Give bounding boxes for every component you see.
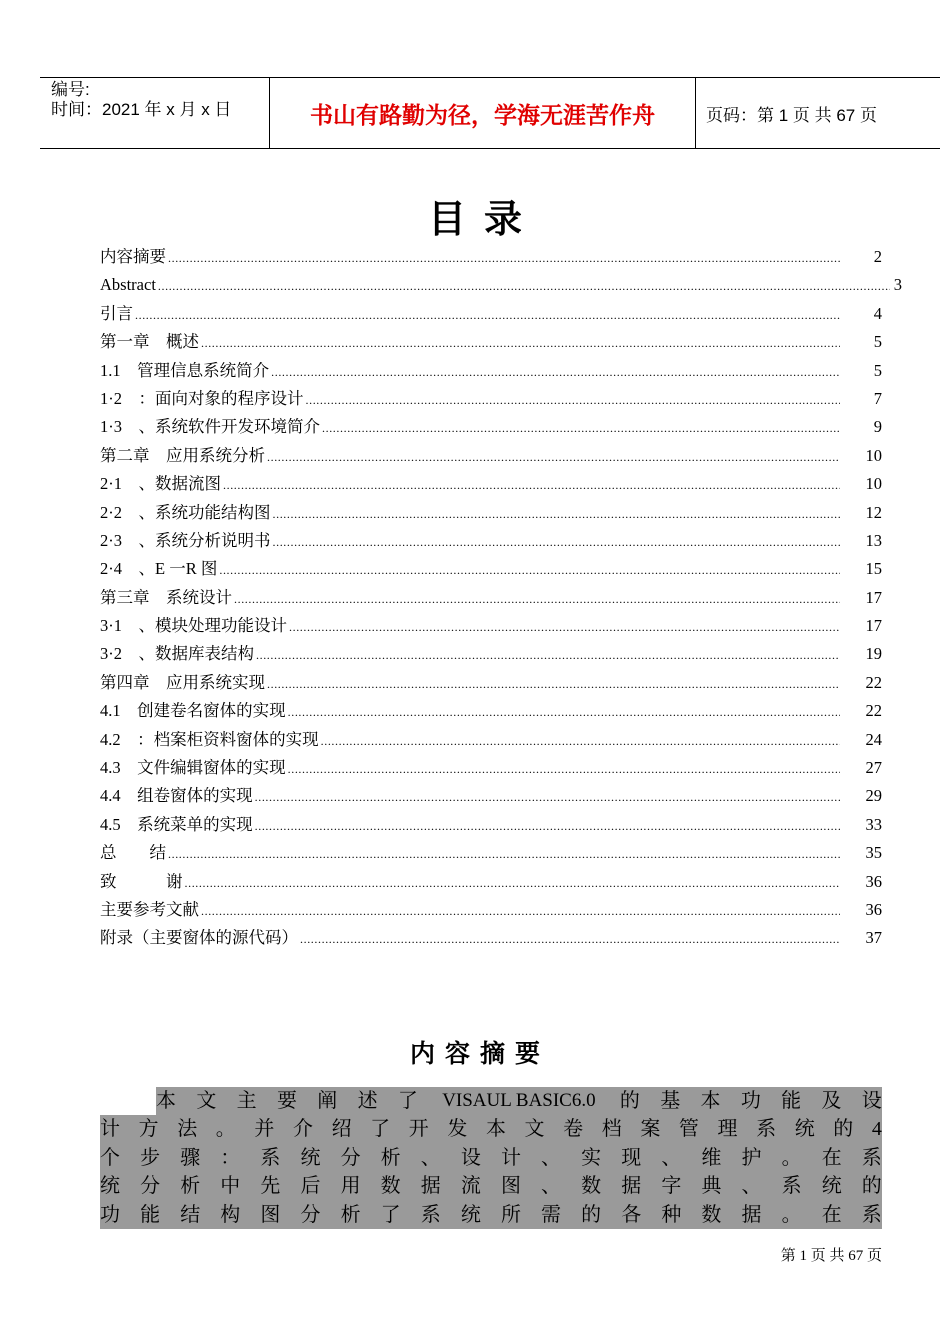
toc-entry-text: 4.4 组卷窗体的实现 — [100, 786, 253, 806]
toc-entry — [100, 385, 890, 413]
toc-entry-page: 9 — [873, 417, 882, 437]
toc-leader-dots — [234, 584, 840, 613]
toc-entry — [100, 300, 890, 328]
toc-entry — [100, 555, 890, 583]
toc-entry — [100, 584, 890, 612]
toc-entry-text: 3·1 、模块处理功能设计 — [100, 616, 287, 636]
toc-leader-dots — [300, 924, 840, 953]
toc-leader-dots — [158, 271, 890, 300]
toc-entry — [100, 726, 890, 754]
toc-entry — [100, 271, 902, 299]
toc-entry-text: 1·3 、系统软件开发环境简介 — [100, 417, 320, 437]
time-label: 时间：2021 年 x 月 x 日 — [51, 100, 232, 119]
toc-entry-page: 15 — [865, 559, 882, 579]
toc-entry-page: 37 — [865, 928, 882, 948]
toc-entry-page: 5 — [873, 332, 882, 352]
toc-entry-page: 13 — [865, 530, 882, 550]
toc-leader-dots — [135, 300, 840, 329]
toc-leader-dots — [267, 442, 840, 471]
toc-entry — [100, 811, 890, 839]
toc-entry-page: 5 — [873, 360, 882, 380]
toc-entry-page: 24 — [865, 729, 882, 749]
toc-entry — [100, 328, 890, 356]
toc-entry — [100, 357, 890, 385]
toc-leader-dots — [288, 697, 840, 726]
footer-page-info: 第 1 页 共 67 页 — [780, 1248, 882, 1264]
toc-entry-text: 引言 — [100, 303, 133, 323]
toc-entry — [100, 754, 890, 782]
page-header — [40, 77, 940, 149]
abstract-line-4: 统 分 析 中 先 后 用 数 据 流 图 、 数 据 字 典 、 系 统 的 — [100, 1172, 882, 1200]
abstract-line — [100, 1087, 882, 1115]
toc-leader-dots — [168, 243, 840, 272]
toc-leader-dots — [223, 470, 840, 499]
toc-entry-text: 2·1 、数据流图 — [100, 474, 221, 494]
toc-title: 目录 — [427, 197, 540, 241]
toc-entry-text: 主要参考文献 — [100, 899, 199, 919]
toc-entry-text: 2·3 、系统分析说明书 — [100, 530, 271, 550]
toc-entry-page: 36 — [865, 899, 882, 919]
toc-entry-page: 35 — [865, 843, 882, 863]
table-of-contents — [100, 243, 902, 953]
toc-entry-page: 36 — [865, 871, 882, 891]
toc-entry-page: 4 — [873, 303, 882, 323]
toc-leader-dots — [201, 328, 840, 357]
toc-leader-dots — [273, 499, 841, 528]
toc-leader-dots — [219, 555, 840, 584]
toc-entry — [100, 839, 890, 867]
toc-entry-text: 4.1 创建卷名窗体的实现 — [100, 701, 286, 721]
toc-entry-text: 第三章 系统设计 — [100, 587, 232, 607]
header-page-info: 页码：第 1 页 共 67 页 — [706, 105, 877, 125]
toc-entry-page: 33 — [865, 814, 882, 834]
toc-entry — [100, 243, 890, 271]
abstract-line-5: 功 能 结 构 图 分 析 了 系 统 所 需 的 各 种 数 据 。 在 系 — [100, 1201, 882, 1229]
toc-entry — [100, 413, 890, 441]
toc-entry-text: 2·2 、系统功能结构图 — [100, 502, 271, 522]
abstract-line-1: 本 文 主 要 阐 述 了 VISAUL BASIC6.0 的 基 本 功 能 及 设 — [156, 1087, 882, 1115]
toc-entry — [100, 896, 890, 924]
toc-entry-page: 22 — [865, 701, 882, 721]
toc-entry-text: 第二章 应用系统分析 — [100, 445, 265, 465]
toc-entry-page: 10 — [865, 445, 882, 465]
toc-entry-text: 4.5 系统菜单的实现 — [100, 814, 253, 834]
toc-entry — [100, 782, 890, 810]
toc-leader-dots — [306, 385, 841, 414]
toc-leader-dots — [185, 868, 841, 897]
toc-entry — [100, 499, 890, 527]
header-meta — [40, 78, 269, 148]
toc-entry-page: 7 — [873, 388, 882, 408]
toc-entry-text: 第四章 应用系统实现 — [100, 672, 265, 692]
abstract-title: 内容摘要 — [409, 1039, 550, 1068]
toc-entry-text: 致 谢 — [100, 871, 183, 891]
toc-leader-dots — [322, 413, 840, 442]
toc-entry-page: 10 — [865, 474, 882, 494]
toc-entry-page: 12 — [865, 502, 882, 522]
toc-entry — [100, 640, 890, 668]
toc-entry — [100, 868, 890, 896]
toc-entry-page: 17 — [865, 616, 882, 636]
toc-leader-dots — [289, 612, 840, 641]
toc-entry-text: 第一章 概述 — [100, 332, 199, 352]
header-motto: 书山有路勤为径，学海无涯苦作舟 — [269, 78, 696, 148]
toc-entry — [100, 527, 890, 555]
toc-leader-dots — [273, 527, 841, 556]
toc-entry — [100, 612, 890, 640]
toc-entry — [100, 924, 890, 952]
toc-entry-text: 1·2 ：面向对象的程序设计 — [100, 388, 304, 408]
toc-leader-dots — [256, 640, 840, 669]
toc-leader-dots — [255, 811, 840, 840]
toc-leader-dots — [267, 669, 840, 698]
toc-entry-page: 2 — [873, 247, 882, 266]
toc-leader-dots — [255, 782, 840, 811]
toc-entry-text: 4.3 文件编辑窗体的实现 — [100, 758, 286, 778]
toc-entry-text: 2·4 、E 一R 图 — [100, 559, 218, 579]
number-label: 编号: — [51, 80, 90, 99]
toc-leader-dots — [288, 754, 840, 783]
abstract-line-3: 个 步 骤 ： 系 统 分 析 、 设 计 、 实 现 、 维 护 。 在 系 — [100, 1144, 882, 1172]
toc-entry-text: 附录（主要窗体的源代码） — [100, 928, 298, 948]
toc-entry-text: Abstract — [100, 275, 156, 295]
toc-entry-page: 19 — [865, 644, 882, 664]
toc-entry-page: 22 — [865, 672, 882, 692]
toc-entry — [100, 442, 890, 470]
toc-entry-page: 3 — [893, 275, 902, 295]
toc-entry-text: 总 结 — [100, 843, 166, 863]
toc-leader-dots — [201, 896, 840, 925]
toc-leader-dots — [168, 839, 840, 868]
toc-entry-page: 27 — [865, 758, 882, 778]
toc-entry-page: 17 — [865, 587, 882, 607]
abstract-latin-term: VISAUL BASIC6.0 — [438, 1087, 599, 1115]
toc-leader-dots — [321, 726, 840, 755]
toc-entry-text: 1.1 管理信息系统简介 — [100, 360, 270, 380]
toc-entry — [100, 470, 890, 498]
toc-entry-page: 29 — [865, 786, 882, 806]
toc-entry-text: 3·2 、数据库表结构 — [100, 644, 254, 664]
abstract-line-2: 计 方 法 。 并 介 绍 了 开 发 本 文 卷 档 案 管 理 系 统 的 4 — [100, 1115, 882, 1143]
abstract-body — [100, 1087, 882, 1229]
toc-leader-dots — [271, 357, 840, 386]
toc-entry — [100, 669, 890, 697]
toc-entry — [100, 697, 890, 725]
toc-entry-text: 内容摘要 — [100, 247, 166, 266]
toc-entry-text: 4.2 ：档案柜资料窗体的实现 — [100, 729, 319, 749]
